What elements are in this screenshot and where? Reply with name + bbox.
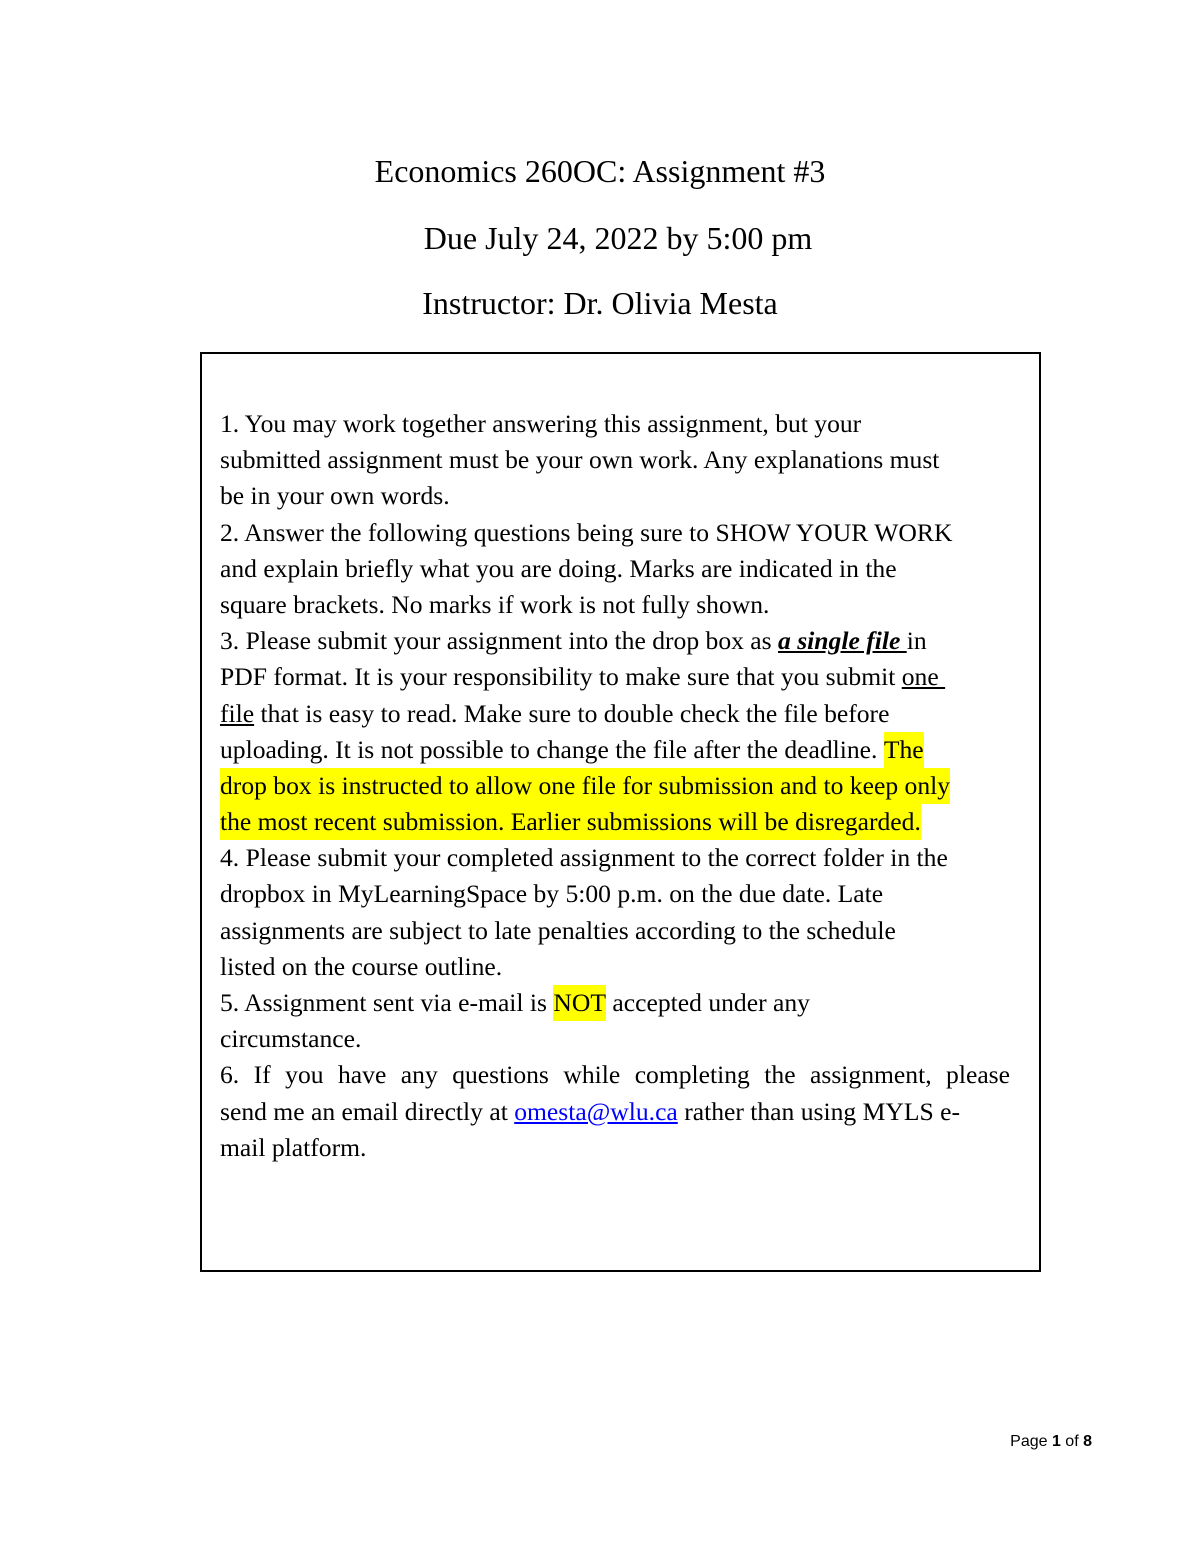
line-text: mail platform.	[220, 1132, 367, 1162]
instruction-line	[220, 768, 1020, 804]
line-word: any	[400, 1060, 438, 1090]
line-word: questions	[452, 1060, 549, 1090]
line-word: the	[764, 1060, 796, 1090]
instructions-text	[220, 406, 1020, 1166]
instruction-line	[220, 696, 1020, 732]
instruction-line	[220, 478, 1020, 514]
emphasis-single-file: a single file	[778, 626, 907, 656]
line-text: submitted assignment must be your own work. Any explanations must	[220, 445, 940, 475]
highlighted-text: The	[884, 732, 924, 768]
line-text: square brackets. No marks if work is not fully shown.	[220, 589, 770, 619]
line-text: 4. Please submit your completed assignment to the correct folder in the	[220, 843, 948, 873]
highlighted-text: drop box is instructed to allow one file for submission and to keep only	[220, 768, 950, 804]
instruction-line	[220, 623, 1020, 659]
line-word: please	[946, 1060, 1010, 1090]
line-word: while	[563, 1060, 621, 1090]
line-text: accepted under any	[606, 988, 810, 1017]
instruction-line	[220, 659, 1020, 695]
line-text: PDF format. It is your responsibility to make sure that you submit	[220, 662, 902, 692]
instruction-line	[220, 1021, 1020, 1057]
instruction-line-justified	[220, 1057, 1010, 1093]
highlighted-not: NOT	[553, 985, 606, 1021]
instruction-line	[220, 406, 1020, 442]
instruction-line	[220, 732, 1020, 768]
line-word: If	[253, 1060, 271, 1090]
line-word: completing	[634, 1060, 750, 1090]
line-text: 5. Assignment sent via e-mail is	[220, 988, 554, 1017]
instruction-line	[220, 949, 1020, 985]
line-text: that is easy to read. Make sure to double check the file before	[254, 698, 890, 728]
line-text: circumstance.	[220, 1024, 362, 1054]
instruction-line	[220, 913, 1020, 949]
line-text: dropbox in MyLearningSpace by 5:00 p.m. on the due date. Late	[220, 879, 884, 909]
page-number	[1010, 1432, 1092, 1452]
line-word: have	[338, 1060, 387, 1090]
email-link[interactable]: omesta@wlu.ca	[514, 1096, 678, 1126]
line-text: listed on the course outline.	[220, 951, 503, 981]
due-date: Due July 24, 2022 by 5:00 pm	[423, 220, 813, 256]
line-text: and explain briefly what you are doing. Marks are indicated in the	[220, 553, 897, 583]
page-of-label: of	[1060, 1433, 1084, 1450]
underlined-file: file	[220, 698, 255, 728]
instruction-line	[220, 587, 1020, 623]
instructions-box	[200, 352, 1041, 1272]
instructor-name: Instructor: Dr. Olivia Mesta	[422, 285, 778, 321]
highlighted-text: the most recent submission. Earlier submissions will be disregarded.	[220, 804, 921, 840]
line-text: in	[906, 626, 927, 656]
page-label: Page	[1010, 1433, 1052, 1450]
instruction-line	[220, 551, 1020, 587]
line-text: uploading. It is not possible to change the file after the deadline.	[220, 734, 884, 764]
line-text: 1. You may work together answering this assignment, but your	[220, 409, 862, 438]
line-text: 2. Answer the following questions being sure to SHOW YOUR WORK	[220, 517, 953, 547]
line-text: be in your own words.	[220, 481, 450, 511]
current-page: 1	[1051, 1433, 1061, 1450]
line-word: you	[285, 1060, 324, 1090]
underlined-one: one	[901, 662, 946, 692]
instruction-line	[220, 876, 1020, 912]
instruction-line	[220, 1094, 1020, 1130]
document-title: Economics 260OC: Assignment #3	[374, 153, 826, 189]
instruction-line	[220, 840, 1020, 876]
line-text: send me an email directly at	[220, 1096, 515, 1126]
line-text: rather than using MYLS e-	[677, 1096, 960, 1126]
instruction-line	[220, 804, 1020, 840]
total-pages: 8	[1083, 1433, 1092, 1450]
instruction-line	[220, 1130, 1020, 1166]
instruction-line	[220, 515, 1020, 551]
instruction-line	[220, 442, 1020, 478]
line-word: assignment,	[810, 1060, 932, 1090]
line-word: 6.	[220, 1060, 240, 1090]
line-text: 3. Please submit your assignment into the drop box as	[220, 626, 779, 656]
instruction-line	[220, 985, 1020, 1021]
line-text: assignments are subject to late penalties according to the schedule	[220, 915, 896, 945]
